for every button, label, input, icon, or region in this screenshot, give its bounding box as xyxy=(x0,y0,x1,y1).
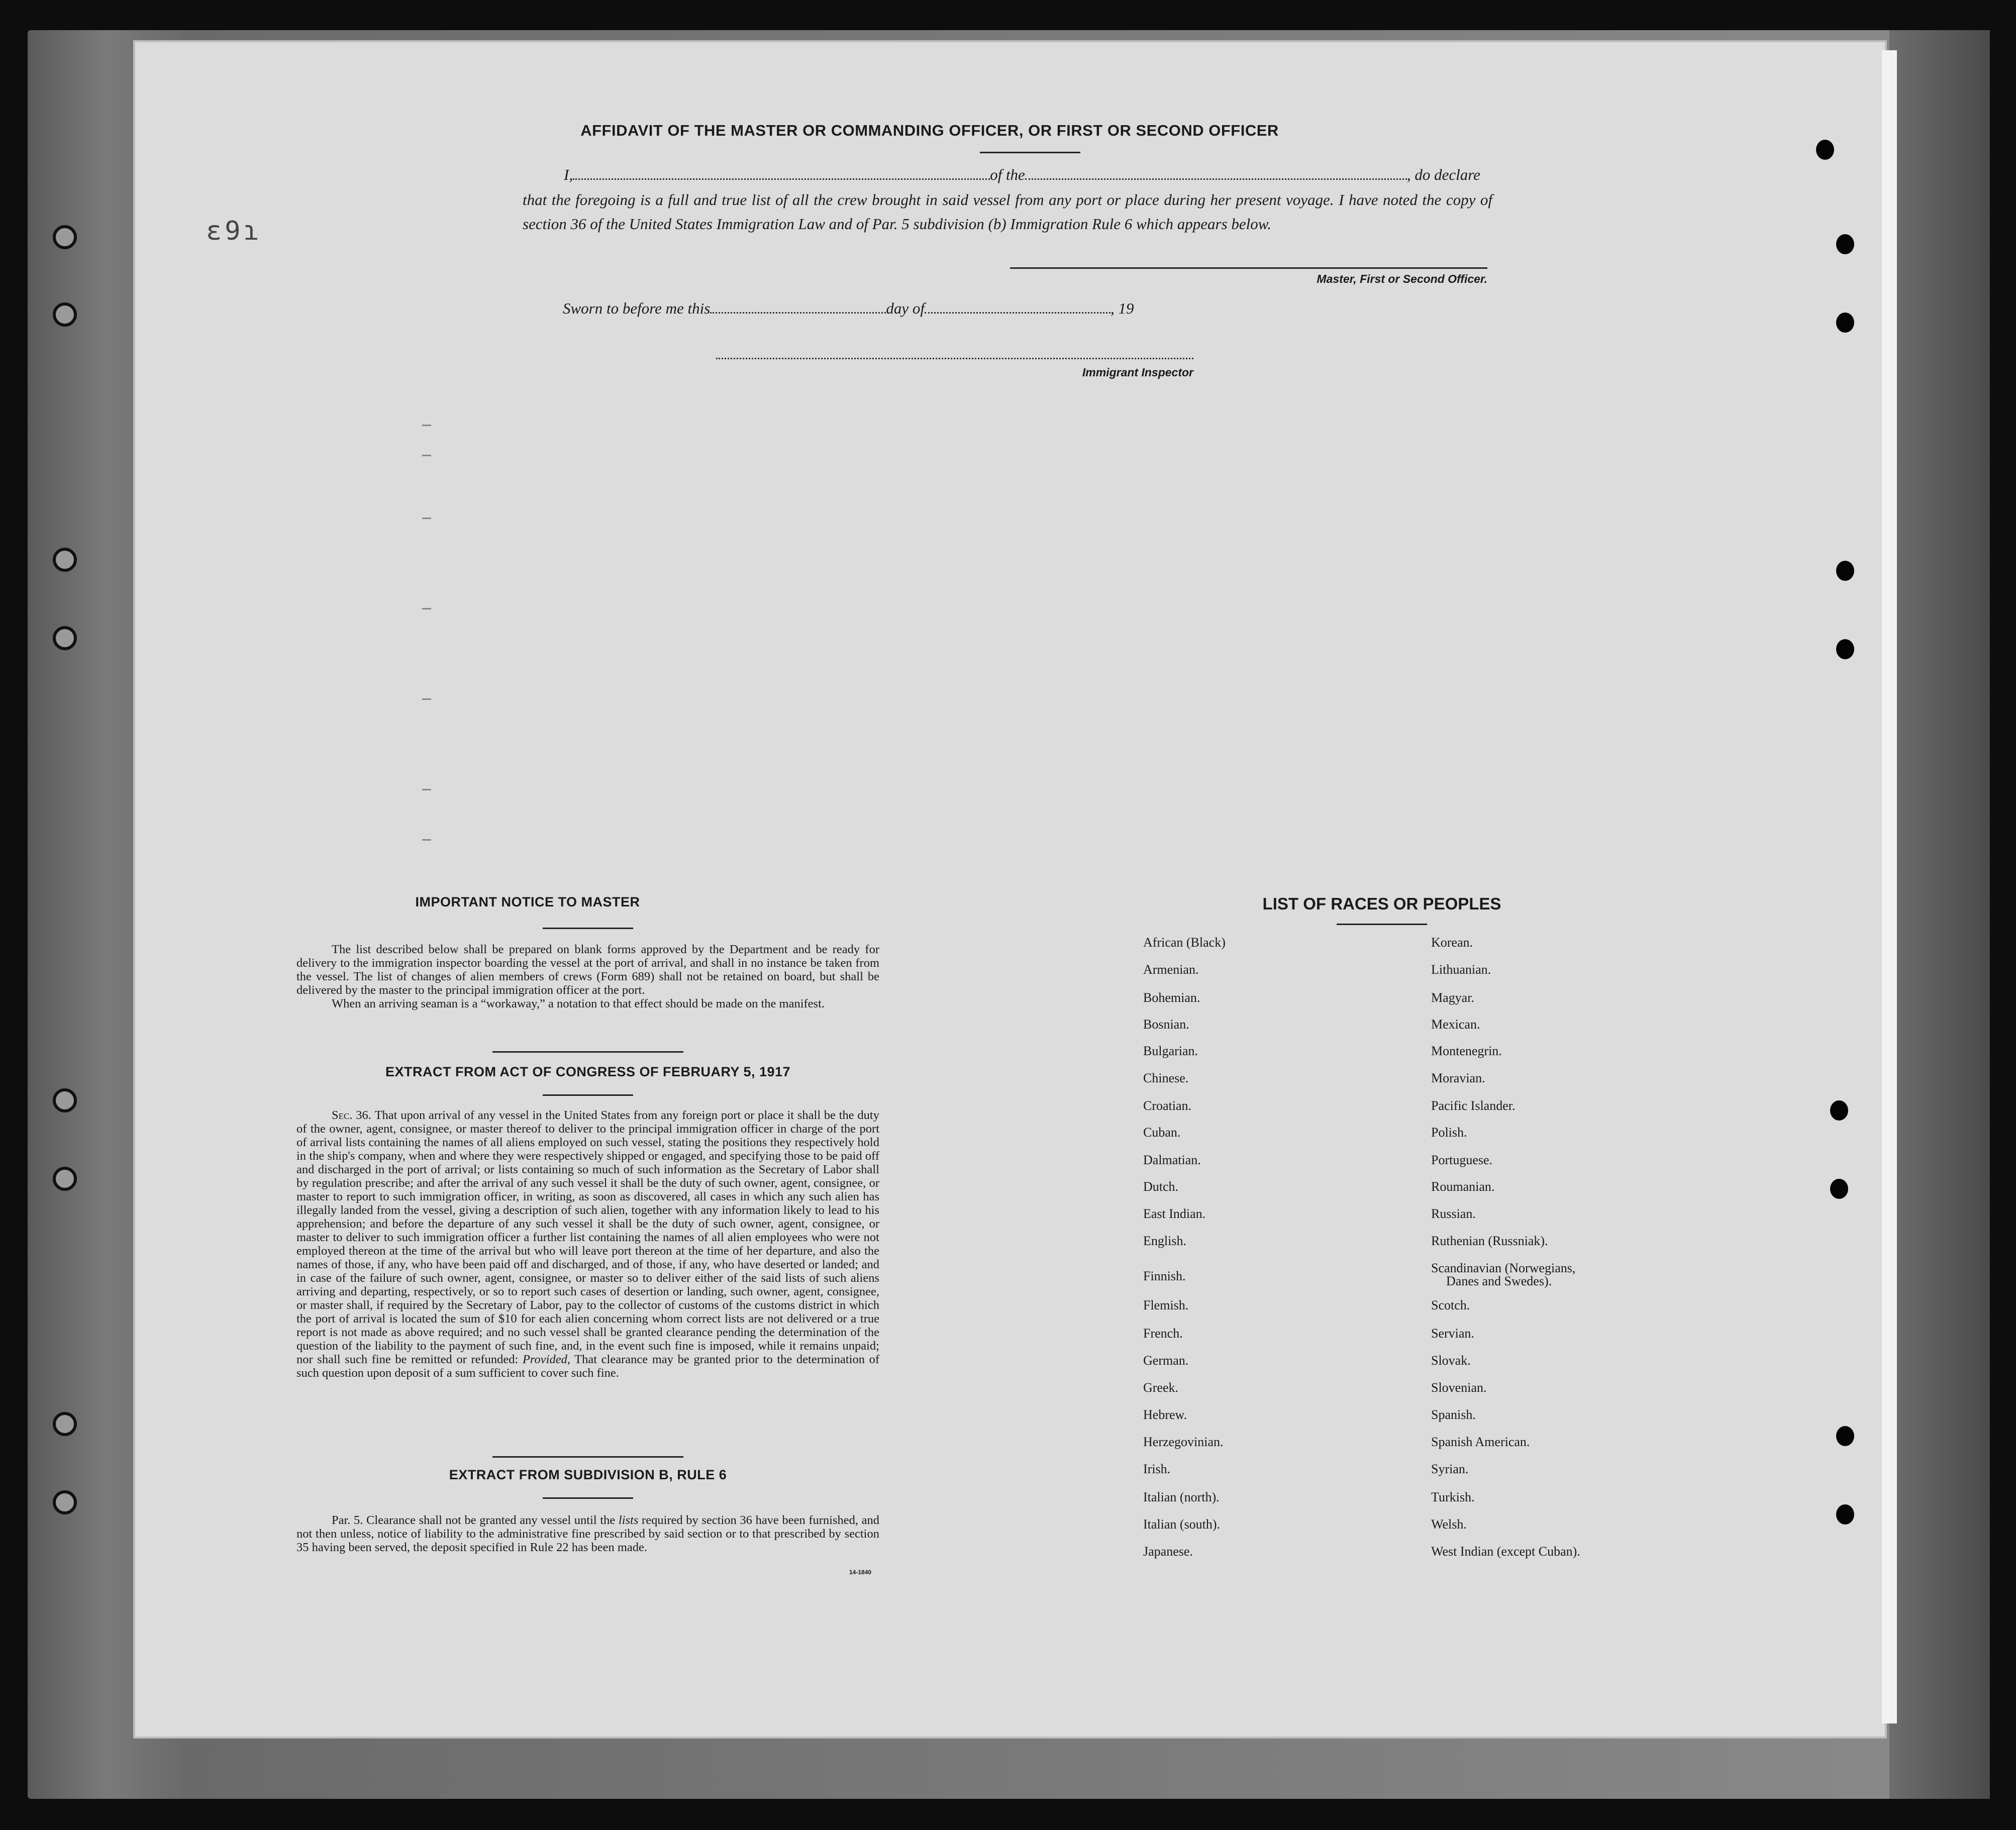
punch-hole xyxy=(1830,1100,1848,1121)
race-item: French. xyxy=(1143,1326,1183,1341)
show-through-mark xyxy=(422,839,431,841)
race-item: Turkish. xyxy=(1431,1490,1475,1504)
race-item: German. xyxy=(1143,1353,1189,1368)
binder-hole xyxy=(53,1490,77,1514)
punch-hole xyxy=(1836,639,1854,659)
extract-act-body xyxy=(296,1108,879,1380)
punch-hole xyxy=(1836,1426,1854,1446)
master-caption: Master, First or Second Officer. xyxy=(1317,272,1487,285)
race-item: English. xyxy=(1143,1234,1186,1248)
punch-hole xyxy=(1836,1504,1854,1524)
rule-6-lists: lists xyxy=(618,1513,639,1527)
sworn-line xyxy=(563,299,1134,318)
race-item: Polish. xyxy=(1431,1125,1467,1140)
affidavit-declare: , do declare xyxy=(1406,166,1480,183)
race-item: Pacific Islander. xyxy=(1431,1098,1516,1113)
show-through-mark xyxy=(422,518,431,519)
extract-rule-title: EXTRACT FROM SUBDIVISION B, RULE 6 xyxy=(449,1467,727,1482)
affidavit-line-1 xyxy=(564,166,1480,184)
race-item: Bosnian. xyxy=(1143,1017,1189,1032)
extract-act-title: EXTRACT FROM ACT OF CONGRESS OF FEBRUARY 5, 1917 xyxy=(385,1064,791,1079)
sworn-year: , 19 xyxy=(1110,299,1134,317)
race-item: Dutch. xyxy=(1143,1179,1179,1194)
race-item: Roumanian. xyxy=(1431,1179,1495,1194)
binder-hole xyxy=(53,1167,77,1191)
extract-act-rule xyxy=(543,1094,633,1096)
race-item: Bulgarian. xyxy=(1143,1044,1198,1058)
race-item: Bohemian. xyxy=(1143,990,1200,1005)
race-item: Spanish American. xyxy=(1431,1435,1530,1449)
race-item: Slovenian. xyxy=(1431,1380,1487,1395)
punch-hole xyxy=(1830,1179,1848,1199)
binder-right-edge xyxy=(1889,30,1990,1799)
show-through-mark xyxy=(422,698,431,700)
race-item: Moravian. xyxy=(1431,1071,1485,1085)
race-item-continuation: Danes and Swedes). xyxy=(1446,1274,1552,1288)
race-item: East Indian. xyxy=(1143,1206,1206,1221)
show-through-mark xyxy=(422,455,431,456)
race-item: Japanese. xyxy=(1143,1544,1193,1559)
race-item: Italian (north). xyxy=(1143,1490,1220,1504)
sworn-prefix: Sworn to before me this xyxy=(563,299,711,317)
extract-rule-body xyxy=(296,1513,879,1554)
race-item: Spanish. xyxy=(1431,1407,1476,1422)
race-item: Scandinavian (Norwegians, xyxy=(1431,1261,1576,1275)
section-36-prefix: Sec. 36. xyxy=(332,1108,375,1122)
race-item: Cuban. xyxy=(1143,1125,1181,1140)
rule-6-text xyxy=(296,1513,879,1554)
race-item: Syrian. xyxy=(1431,1462,1469,1476)
master-signature-line xyxy=(1010,267,1487,269)
punch-hole xyxy=(1816,140,1834,160)
race-item: Flemish. xyxy=(1143,1298,1189,1312)
page-edge xyxy=(1882,50,1897,1723)
show-through-mark xyxy=(422,425,431,426)
race-item: Magyar. xyxy=(1431,990,1474,1005)
manifest-page xyxy=(133,40,1887,1739)
day-blank xyxy=(710,302,886,314)
affidavit-i: I, xyxy=(564,166,573,183)
vessel-blank xyxy=(1025,168,1407,180)
race-item: Mexican. xyxy=(1431,1017,1480,1032)
race-item: Scotch. xyxy=(1431,1298,1470,1312)
race-item: Russian. xyxy=(1431,1206,1476,1221)
name-blank xyxy=(573,168,990,180)
race-item: West Indian (except Cuban). xyxy=(1431,1544,1580,1559)
month-blank xyxy=(925,302,1111,314)
binder-hole xyxy=(53,1412,77,1436)
race-item: Montenegrin. xyxy=(1431,1044,1502,1058)
race-item: Servian. xyxy=(1431,1326,1474,1341)
punch-hole xyxy=(1836,561,1854,581)
races-rule xyxy=(1337,924,1427,925)
race-item: Lithuanian. xyxy=(1431,962,1491,977)
race-item: Irish. xyxy=(1143,1462,1171,1476)
show-through-mark xyxy=(422,608,431,609)
pencil-mark: ԑ9ɿ xyxy=(206,216,262,246)
race-item: Ruthenian (Russniak). xyxy=(1431,1234,1548,1248)
race-item: Italian (south). xyxy=(1143,1517,1221,1532)
section-36-main: That upon arrival of any vessel in the United States from any foreign port or place it shall be the duty of the owner, agent, consignee, or master thereof to deliver to the principal immigration officer in charge of the port of arrival lists containing the names of all aliens employed on such vessel, stating the positions they respectively hold in the ship's company, when and where they were respectively shipped or engaged, and specifying those to be paid off and discharged in the port of arrival; or lists containing so much of such information as the Secretary of Labor shall by regulation prescribe; and after the arrival of any such vessel it shall be the duty of such owner, agent, consignee, or master to report to such immigration officer, in writing, as soon as discovered, all cases in which any such alien has illegally landed from the vessel, giving a description of such alien, together with any information likely to lead to his apprehension; and before the departure of any such vessel it shall be the duty of such owner, agent, consignee, or master to deliver to such immigration officer a further list containing the names of all alien employees who were not employed thereon at the time of the arrival but who will leave port thereon at the time of her departure, and also the names of those, if any, who have been paid off and discharged, and of those, if any, who have deserted or landed; and in case of the failure of such owner, agent, consignee, or master so to deliver either of the said lists of such aliens arriving and departing, respectively, or so to report such cases of desertion or landing, such owner, agent, consignee, or master shall, if required by the Secretary of Labor, pay to the collector of customs of the customs district in which the port of arrival is located the sum of $10 for each alien concerning whom correct lists are not delivered or a true report is not made as above required; and no such vessel shall be granted clearance pending the determination of the question of the liability to the payment of such fine, and, in the event such fine is imposed, while it remains unpaid; nor shall such fine be remitted or refunded: xyxy=(296,1108,879,1366)
race-item: African (Black) xyxy=(1143,935,1226,950)
notice-title: IMPORTANT NOTICE TO MASTER xyxy=(415,894,640,909)
race-item: Slovak. xyxy=(1431,1353,1471,1368)
binder-hole xyxy=(53,626,77,650)
section-divider xyxy=(492,1456,683,1458)
race-item: Welsh. xyxy=(1431,1517,1467,1532)
section-divider xyxy=(492,1051,683,1053)
binder-hole xyxy=(53,302,77,327)
punch-hole xyxy=(1836,313,1854,333)
notice-paragraph: When an arriving seaman is a “workaway,” a notation to that effect should be made on the manifest. xyxy=(332,997,825,1010)
punch-hole xyxy=(1836,234,1854,254)
race-item: Portuguese. xyxy=(1431,1153,1493,1167)
race-item: Herzegovinian. xyxy=(1143,1435,1224,1449)
section-36-text xyxy=(296,1108,879,1380)
affidavit-paragraph: that the foregoing is a full and true list of all the crew brought in said vessel from any port or place during her present voyage. I have noted the copy of section 36 of the United States Immigration Law and of Par. 5 subdivision (b) Immigration Rule 6 which appears below. xyxy=(523,191,1492,233)
notice-rule xyxy=(543,928,633,929)
inspector-signature-line xyxy=(716,358,1193,359)
title-rule xyxy=(980,152,1080,153)
races-title: LIST OF RACES OR PEOPLES xyxy=(1262,894,1501,913)
race-item: Dalmatian. xyxy=(1143,1153,1201,1167)
race-item: Hebrew. xyxy=(1143,1407,1187,1422)
race-item: Armenian. xyxy=(1143,962,1199,977)
rule-6-a: Par. 5. Clearance shall not be granted any vessel until the xyxy=(332,1513,619,1527)
sworn-day-of: day of xyxy=(886,299,925,317)
race-item: Korean. xyxy=(1431,935,1473,950)
binder-hole xyxy=(53,548,77,572)
notice-paragraph: The list described below shall be prepared on blank forms approved by the Department and be ready for delivery to the immigration inspector boarding the vessel at the port of arrival, and shall in no instance be taken from the vessel. The list of changes of alien members of crews (Form 689) shall not be retained on board, but shall be delivered by the master to the principal immigration officer at the port. xyxy=(296,943,879,997)
section-36-end: That clearance may be granted prior to the determination of such question upon deposit of a sum sufficient to cover such fine. xyxy=(296,1353,879,1380)
notice-body xyxy=(296,943,879,1010)
race-item: Finnish. xyxy=(1143,1269,1186,1283)
binder-hole xyxy=(53,225,77,249)
extract-rule-rule xyxy=(543,1497,633,1499)
provided-word: Provided, xyxy=(522,1353,570,1366)
affidavit-title: AFFIDAVIT OF THE MASTER OR COMMANDING OFFICER, OR FIRST OR SECOND OFFICER xyxy=(580,122,1279,139)
show-through-mark xyxy=(422,789,431,790)
rule-6-b: required by section 36 have been furnished, and not then unless, notice of liability to the administrative fine prescribed by said section or to that prescribed by section 35 having been served, the deposit specified in Rule 22 has been made. xyxy=(296,1513,879,1554)
binder-hole xyxy=(53,1088,77,1112)
form-number: 14-1840 xyxy=(849,1569,872,1576)
race-item: Chinese. xyxy=(1143,1071,1189,1085)
race-item: Croatian. xyxy=(1143,1098,1192,1113)
inspector-caption: Immigrant Inspector xyxy=(1082,366,1193,379)
affidavit-of-the: of the xyxy=(990,166,1025,183)
race-item: Greek. xyxy=(1143,1380,1179,1395)
